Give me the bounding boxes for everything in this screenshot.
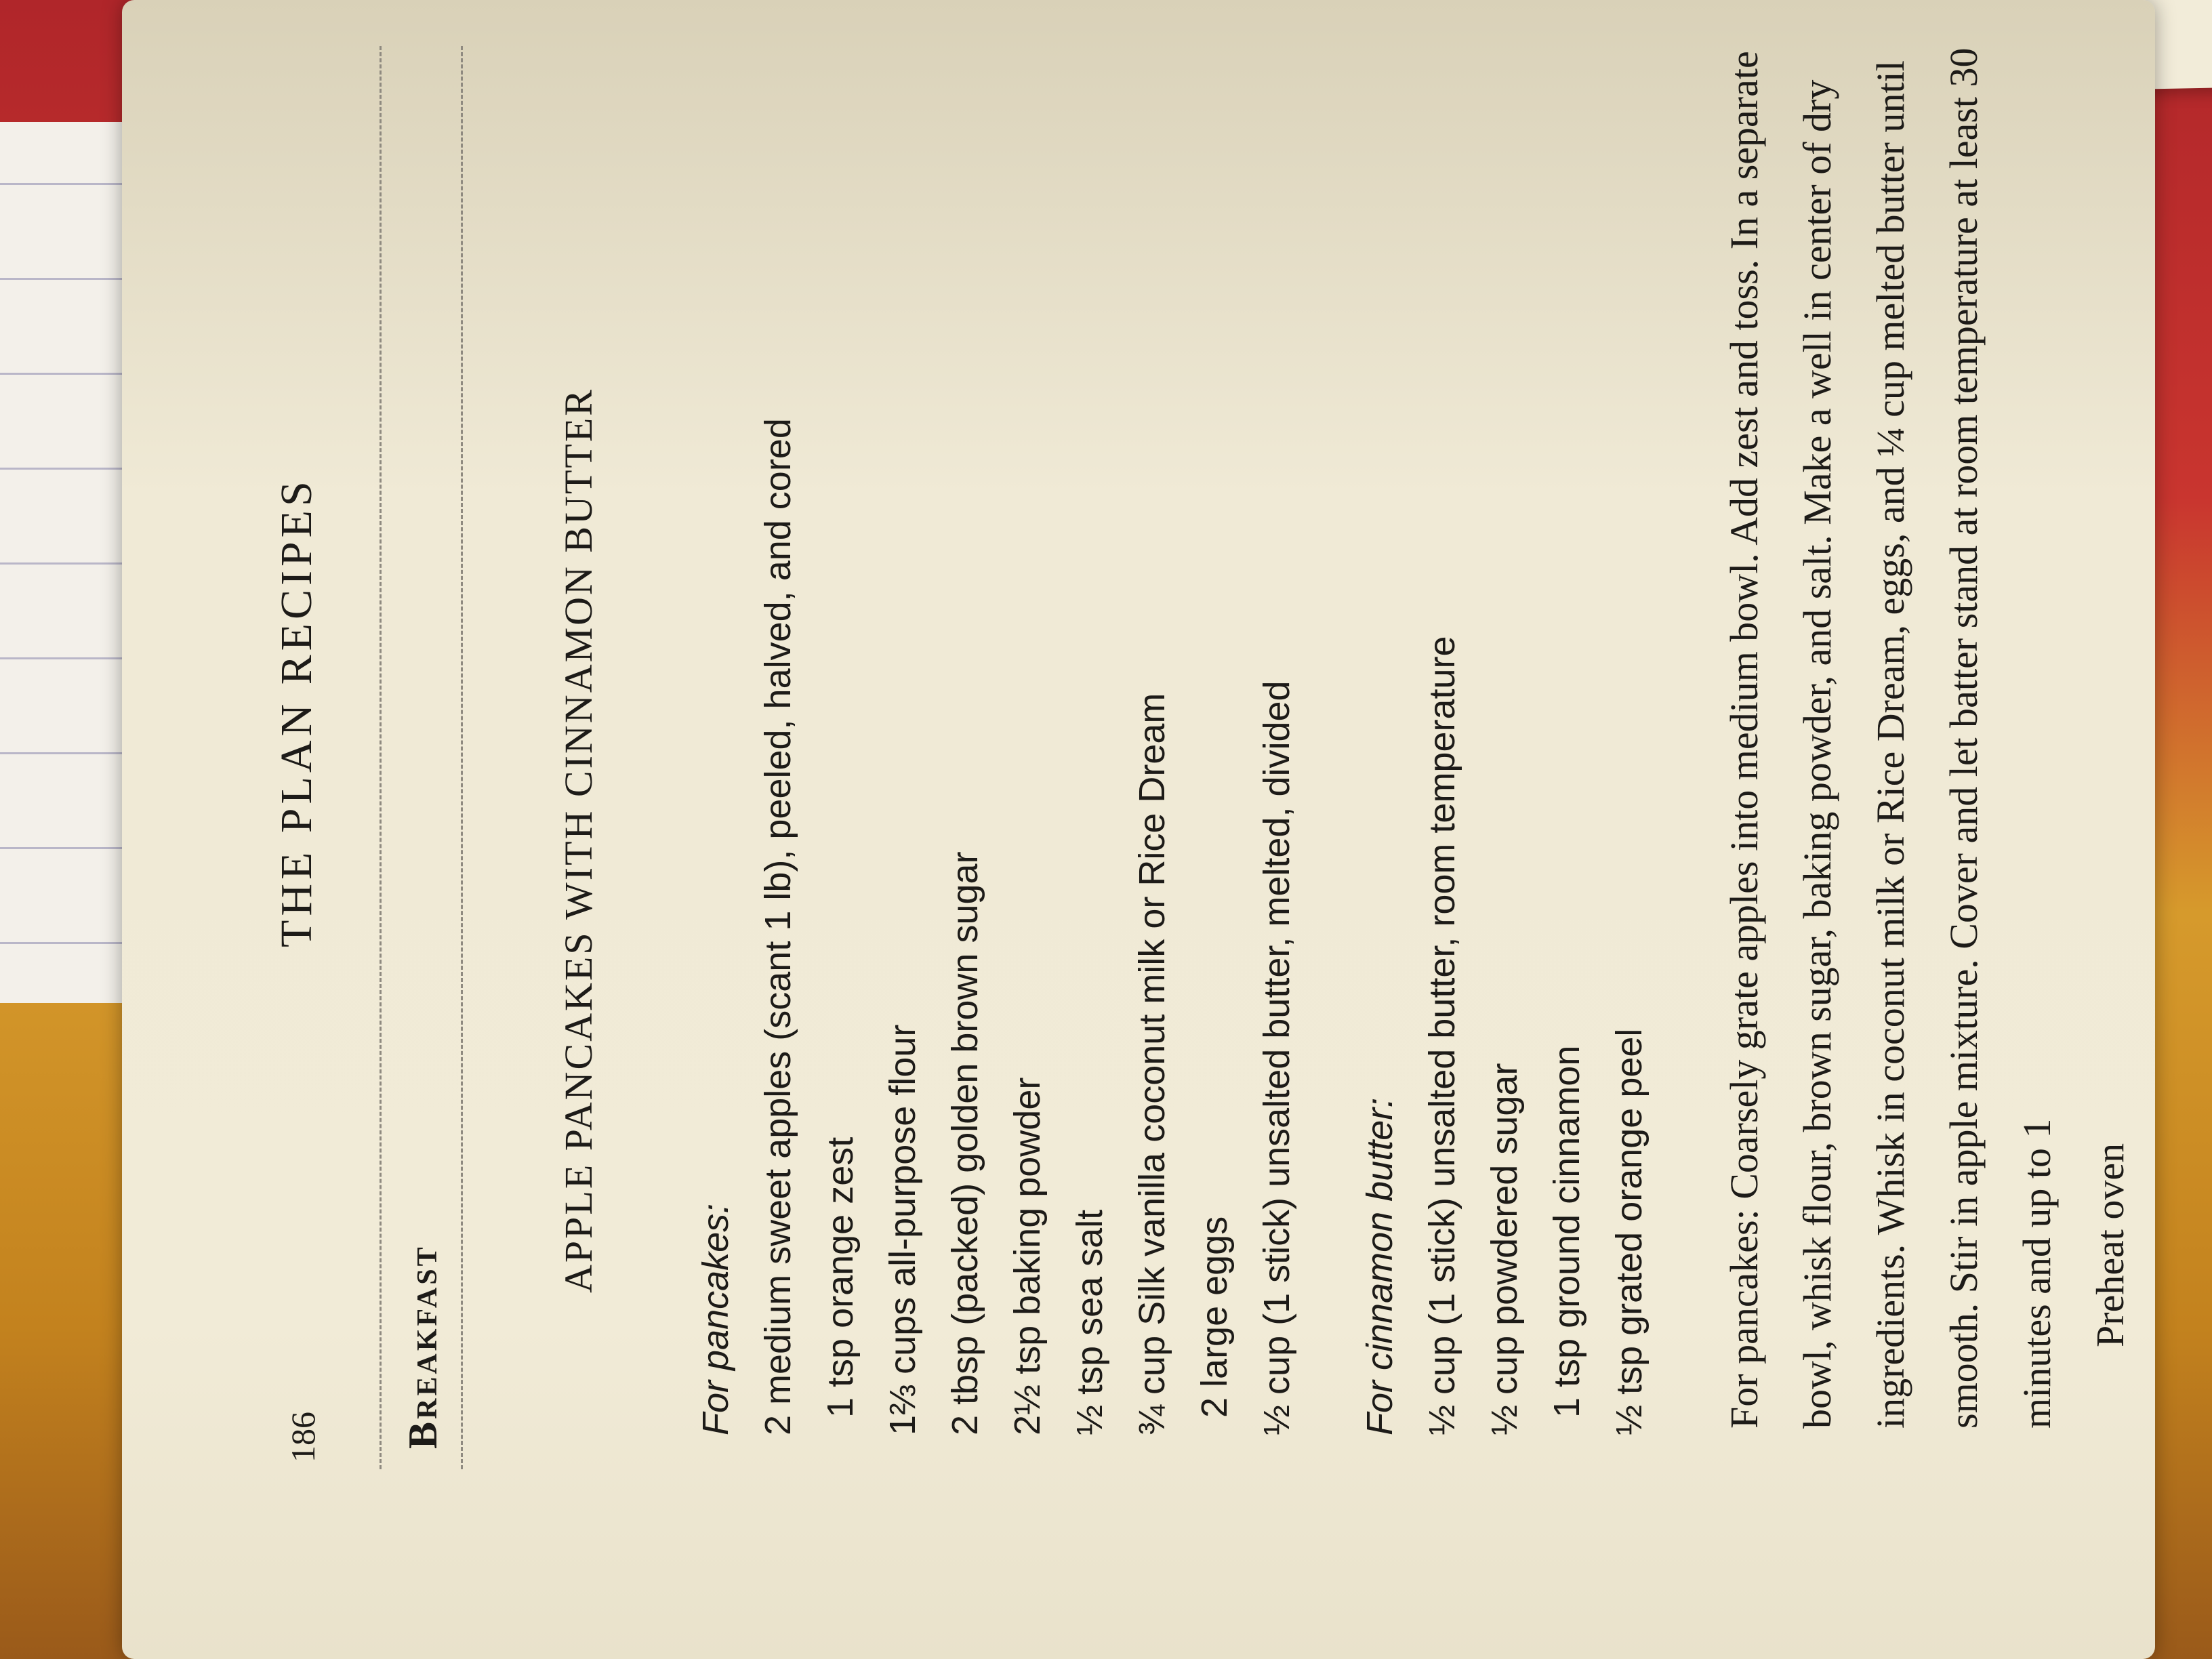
- recipe-title: APPLE PANCAKES WITH CINNAMON BUTTER: [556, 388, 600, 1293]
- section-title: Breakfast: [401, 1244, 445, 1449]
- running-head: [264, 0, 339, 1659]
- ingredient-item: 1⅔ cups all-purpose flour: [882, 1024, 923, 1435]
- ingredient-item: ½ cup powdered sugar: [1484, 1063, 1525, 1435]
- ingredient-item: 2 medium sweet apples (scant 1 lb), peeled, halved, and cored: [758, 418, 798, 1435]
- ingredient-item: ½ tsp sea salt: [1069, 1209, 1110, 1435]
- ingredient-item: 1 tsp orange zest: [820, 1136, 861, 1418]
- method-paragraph: Preheat oven: [2088, 1143, 2132, 1347]
- ingredient-item: ½ cup (1 stick) unsalted butter, room temperature: [1422, 636, 1462, 1435]
- ingredient-item: 2½ tsp baking powder: [1007, 1077, 1048, 1435]
- ingredient-item: ½ cup (1 stick) unsalted butter, melted, divided: [1256, 680, 1297, 1435]
- ingredient-item: 2 tbsp (packed) golden brown sugar: [945, 851, 985, 1435]
- dashed-rule-bottom: [461, 46, 463, 1469]
- pancakes-label: For pancakes:: [695, 1203, 736, 1435]
- running-title: THE PLAN RECIPES: [272, 477, 321, 947]
- page-number: 186: [284, 1412, 322, 1462]
- ingredient-item: 1 tsp ground cinnamon: [1547, 1045, 1587, 1418]
- ingredients-list: [684, 46, 1660, 1435]
- dashed-rule-top: [380, 46, 382, 1469]
- section-header: [380, 46, 481, 1469]
- cinnamon-butter-label: For cinnamon butter:: [1359, 1097, 1400, 1435]
- ingredient-item: ½ tsp grated orange peel: [1609, 1028, 1650, 1435]
- method-paragraph: For pancakes: Coarsely grate apples into medium bowl. Add zest and toss. In a separate bowl, whisk flour, brown sugar, baking powder, and salt. Make a well in center of dry ingredients. Whisk in coconut milk or Rice Dream, eggs, and ¼ cup melted butter until smooth. Stir in apple mixture. Cover and let batter stand at room temperature at least 30 minutes and up to 1: [1722, 47, 2059, 1429]
- ingredient-item: 2 large eggs: [1194, 1216, 1235, 1418]
- method-text: [1708, 39, 2147, 1429]
- ingredient-item: ¾ cup Silk vanilla coconut milk or Rice Dream: [1132, 693, 1172, 1435]
